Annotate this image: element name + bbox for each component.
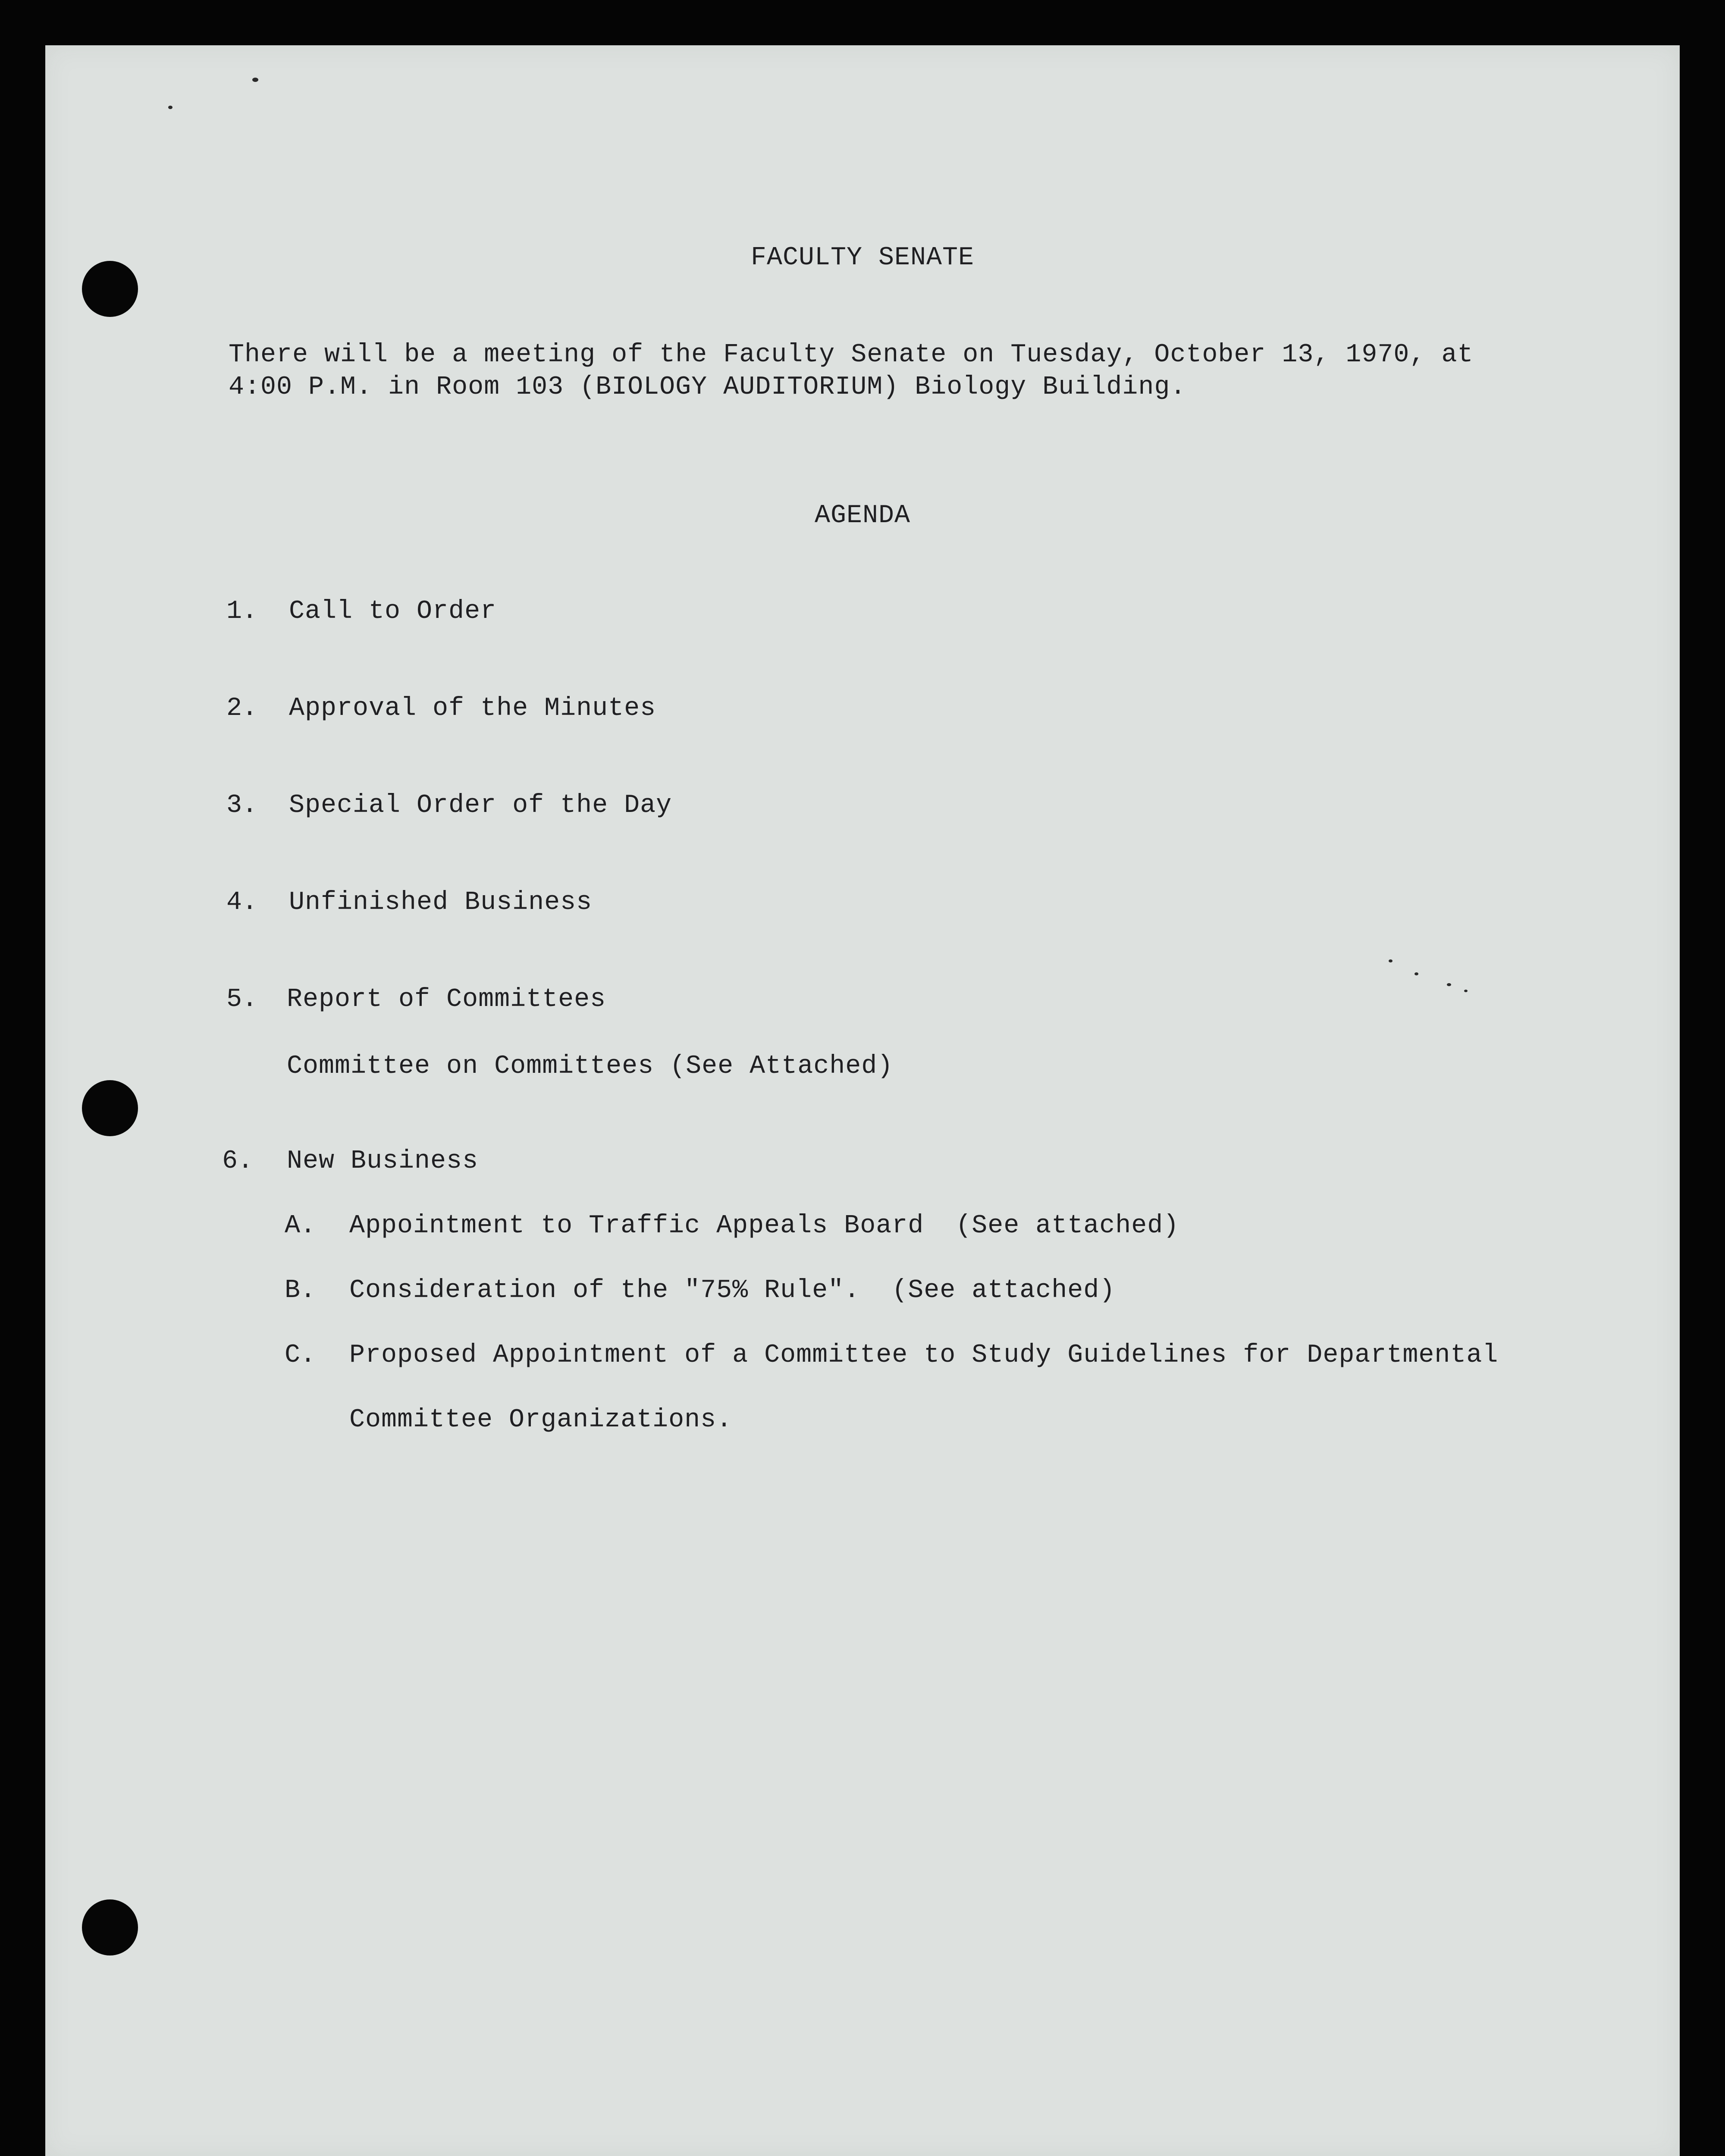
paper-speck — [1447, 983, 1451, 986]
agenda-item-number: 3. — [226, 791, 258, 820]
sub-item-text: Consideration of the "75% Rule". (See attached) — [349, 1276, 1116, 1305]
agenda-item-label: Special Order of the Day — [289, 791, 672, 820]
agenda-item-number: 4. — [226, 888, 258, 917]
document-heading: FACULTY SENATE — [750, 243, 975, 273]
paper-speck — [1464, 990, 1468, 992]
sub-item-letter: C. — [285, 1341, 316, 1370]
agenda-item-number: 5. — [226, 985, 258, 1014]
paper-speck — [252, 78, 258, 82]
sub-item-text: Proposed Appointment of a Committee to Study Guidelines for Departmental — [349, 1341, 1499, 1370]
agenda-item-label: New Business — [287, 1147, 479, 1176]
paper-speck — [168, 106, 172, 109]
paper-speck — [1389, 959, 1393, 962]
punch-hole-middle — [82, 1080, 138, 1136]
sub-item-text-continued: Committee Organizations. — [349, 1405, 733, 1435]
sub-item-letter: B. — [285, 1276, 316, 1305]
notice-line-2: 4:00 P.M. in Room 103 (BIOLOGY AUDITORIUM) Biology Building. — [229, 373, 1186, 402]
notice-line-1: There will be a meeting of the Faculty Senate on Tuesday, October 13, 1970, at — [229, 340, 1474, 370]
document-page — [45, 45, 1680, 2156]
agenda-item-label: Call to Order — [289, 597, 497, 626]
punch-hole-bottom — [82, 1899, 138, 1955]
agenda-item-number: 2. — [226, 694, 258, 723]
agenda-title: AGENDA — [814, 501, 911, 530]
sub-item-text: Appointment to Traffic Appeals Board (See attached) — [349, 1211, 1179, 1241]
agenda-item-number: 6. — [222, 1147, 254, 1176]
agenda-item-label: Report of Committees — [287, 985, 606, 1014]
sub-item-letter: A. — [285, 1211, 316, 1241]
agenda-item-label: Approval of the Minutes — [289, 694, 656, 723]
agenda-item-label: Unfinished Business — [289, 888, 593, 917]
paper-speck — [1414, 972, 1418, 975]
agenda-item-subtext: Committee on Committees (See Attached) — [287, 1052, 894, 1081]
agenda-item-number: 1. — [226, 597, 258, 626]
